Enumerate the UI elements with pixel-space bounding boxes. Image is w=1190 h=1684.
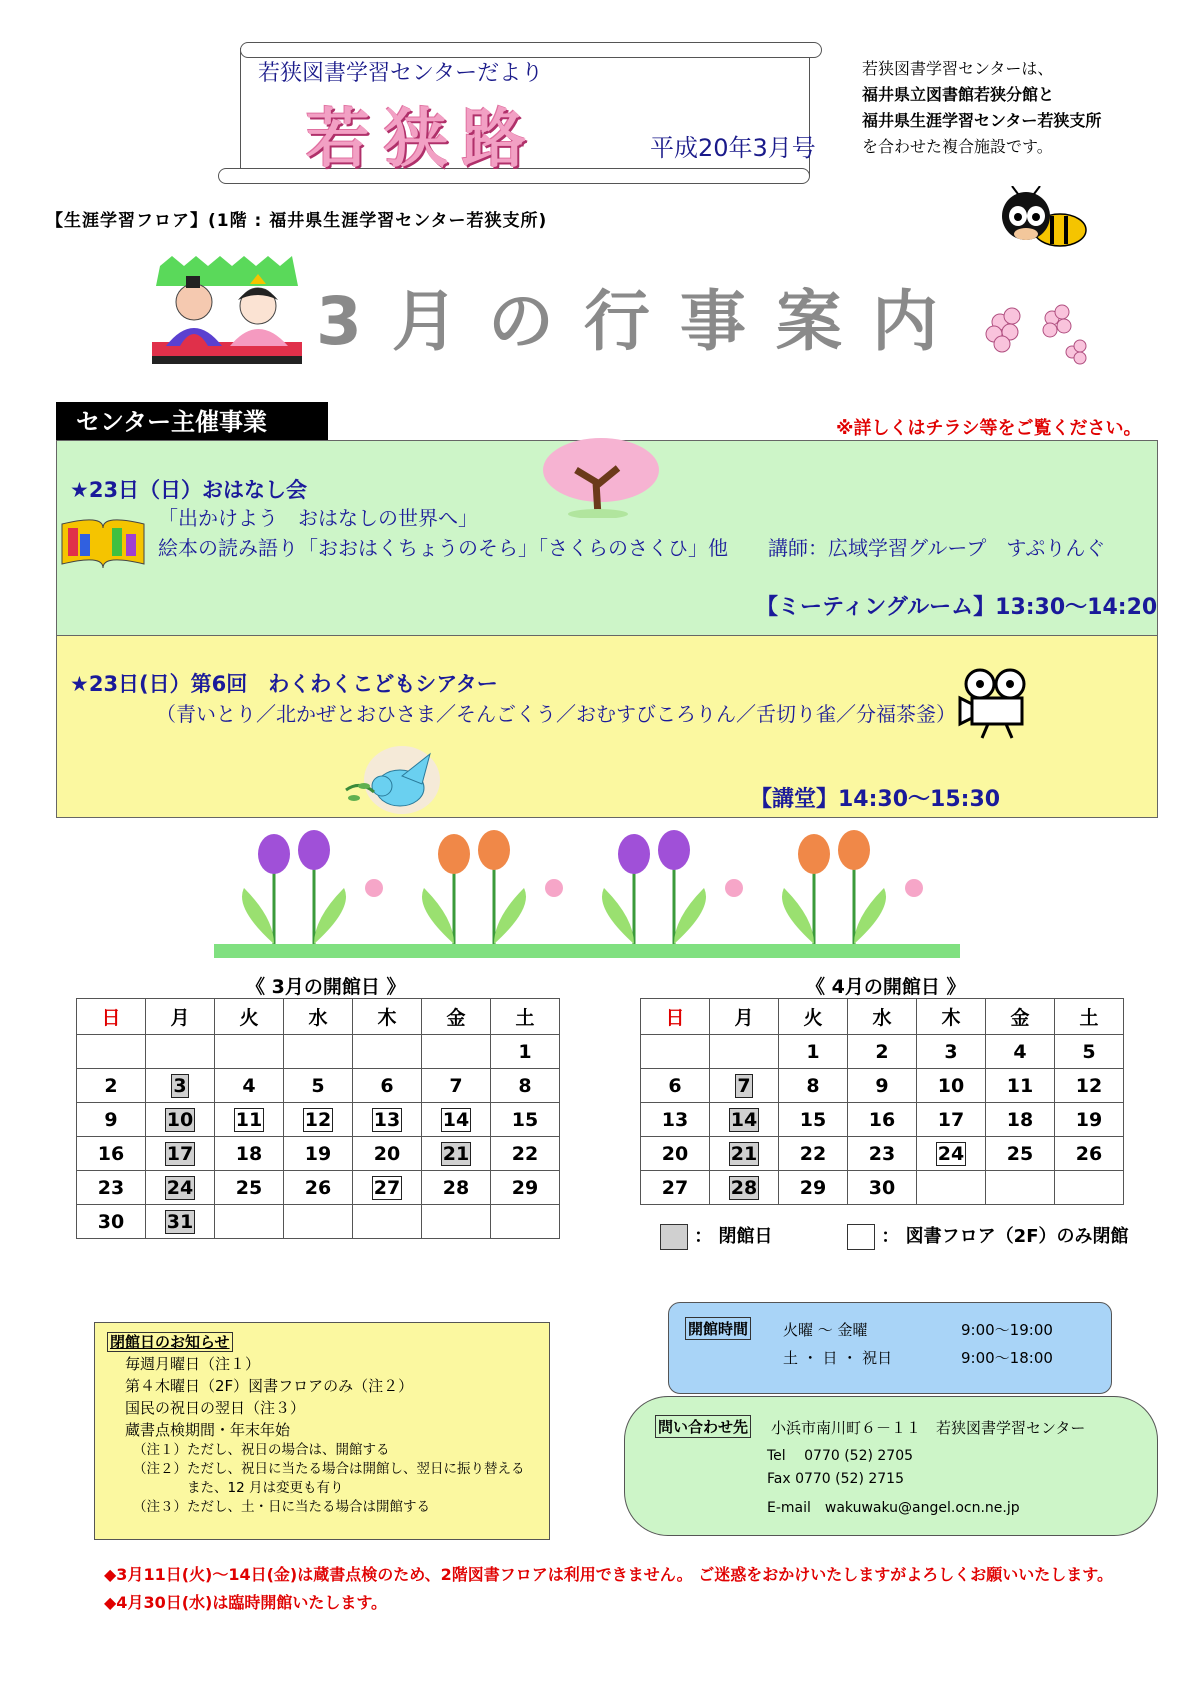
calendar-day [353,1205,422,1239]
calendar-day [848,1035,917,1069]
calendar-day [353,1069,422,1103]
event-place-time: 【講堂】14:30～15:30 [750,787,1001,812]
legend-closed-label: ： 閉館日 [694,1226,773,1247]
closed-day: 14 [730,1108,758,1131]
march-calendar [76,998,560,1239]
calendar-day [848,1103,917,1137]
calendar-day [491,1137,560,1171]
open-day: 4 [242,1074,256,1097]
closed-day: 21 [730,1142,758,1165]
calendar-day [491,1069,560,1103]
hours-days: 火曜 ～ 金曜 [783,1321,868,1339]
hours-time: 9:00～19:00 [961,1321,1053,1339]
open-day: 15 [511,1108,539,1131]
hours-label: 開館時間 [685,1317,751,1340]
open-day: 30 [97,1210,125,1233]
library-closed-day: 27 [373,1176,401,1199]
closed-day: 17 [166,1142,194,1165]
calendar-day [422,1205,491,1239]
calendar-day [284,1103,353,1137]
intro-line: 福井県生涯学習センター若狭支所 [862,111,1102,130]
calendar-day [284,1171,353,1205]
open-day: 25 [1006,1142,1034,1165]
calendar-day [491,1171,560,1205]
notice-note: また、12 月は変更も有り [133,1480,344,1496]
weekday-header: 金 [986,999,1055,1035]
closed-day: 3 [173,1074,187,1097]
library-closed-day: 11 [235,1108,263,1131]
section-tab: センター主催事業 [56,402,328,442]
calendar-day [422,1035,491,1069]
open-day: 22 [511,1142,539,1165]
closed-day: 28 [730,1176,758,1199]
calendar-day [986,1171,1055,1205]
calendar-day [353,1171,422,1205]
open-day: 13 [661,1108,689,1131]
open-day: 9 [104,1108,118,1131]
calendar-day [917,1103,986,1137]
weekday-header: 日 [641,999,710,1035]
calendar-day [422,1137,491,1171]
notice-item: 蔵書点検期間・年末年始 [125,1421,291,1439]
picture-book-icon [58,514,148,570]
notice-item: 国民の祝日の翌日（注３） [125,1399,306,1417]
calendar-day [1055,1171,1124,1205]
weekday-header: 土 [491,999,560,1035]
weekday-header: 木 [353,999,422,1035]
calendar-day [284,1069,353,1103]
closed-day: 31 [166,1210,194,1233]
library-closed-day: 24 [937,1142,965,1165]
calendar-day [77,1171,146,1205]
calendar-day [146,1171,215,1205]
open-day: 9 [875,1074,889,1097]
hours-time: 9:00～18:00 [961,1349,1053,1367]
event-description: 「出かけよう おはなしの世界へ」 [158,506,478,530]
sakura-tree-icon [536,432,666,518]
hours-days: 土 ・ 日 ・ 祝日 [783,1349,893,1367]
calendar-day [710,1069,779,1103]
calendar-day [1055,1103,1124,1137]
library-closed-day: 14 [442,1108,470,1131]
notice-note: （注１）ただし、祝日の場合は、開館する [133,1442,390,1458]
calendar-day [779,1103,848,1137]
calendar-day [848,1069,917,1103]
notice-note: （注２）ただし、祝日に当たる場合は開館し、翌日に振り替える [133,1461,525,1477]
open-day: 7 [449,1074,463,1097]
calendar-day [848,1171,917,1205]
calendar-day [77,1069,146,1103]
legend-closed-swatch [660,1224,688,1250]
floor-heading: 【生涯学習フロア】(1階 : 福井県生涯学習センター若狭支所) [46,211,548,231]
calendar-day [710,1171,779,1205]
intro-line: 若狭図書学習センターは、 [862,59,1054,78]
contact-label: 問い合わせ先 [655,1415,751,1438]
open-day: 25 [235,1176,263,1199]
notice-heading: 閉館日のお知らせ [107,1332,233,1352]
weekday-header: 水 [848,999,917,1035]
notice-note: （注３）ただし、土・日に当たる場合は開館する [133,1499,430,1515]
calendar-day [353,1137,422,1171]
open-day: 17 [937,1108,965,1131]
tulip-garden-icon [214,828,964,960]
intro-line: 福井県立図書館若狭分館と [862,85,1055,104]
calendar-day [215,1171,284,1205]
open-day: 30 [868,1176,896,1199]
calendar-day [146,1137,215,1171]
calendar-day [491,1205,560,1239]
calendar-day [917,1069,986,1103]
calendar-day [986,1035,1055,1069]
closed-day: 21 [442,1142,470,1165]
open-day: 1 [806,1040,820,1063]
section-note: ※詳しくはチラシ等をご覧ください。 [836,418,1142,439]
calendar-day [146,1103,215,1137]
open-day: 5 [1082,1040,1096,1063]
calendar-day [779,1137,848,1171]
calendar-day [146,1205,215,1239]
event-title: ★23日（日）おはなし会 [70,478,308,502]
open-day: 20 [661,1142,689,1165]
newsletter-title: 若狭路 [306,102,540,177]
open-day: 23 [97,1176,125,1199]
legend-library-closed-label: ： 図書フロア（2F）のみ閉館 [881,1226,1129,1247]
open-day: 5 [311,1074,325,1097]
open-day: 20 [373,1142,401,1165]
legend-library-closed-swatch [847,1224,875,1250]
newsletter-subtitle: 若狭図書学習センターだより [258,61,544,86]
facility-intro [862,56,1101,160]
footer-notice: ◆4月30日(水)は臨時開館いたします。 [104,1593,388,1612]
open-day: 12 [1075,1074,1103,1097]
calendar-day [641,1103,710,1137]
weekday-header: 火 [215,999,284,1035]
open-day: 3 [944,1040,958,1063]
april-calendar-caption: 《 4月の開館日 》 [806,976,966,998]
open-day: 18 [235,1142,263,1165]
calendar-day [848,1137,917,1171]
event-description: 絵本の読み語り「おおはくちょうのそら」「さくらのさくひ」他 講師：広域学習グループ すぷりんぐ [158,536,1106,560]
closed-day: 10 [166,1108,194,1131]
calendar-day [986,1069,1055,1103]
contact-tel: Tel 0770 (52) 2705 [767,1448,914,1464]
calendar-day [779,1171,848,1205]
calendar-legend [660,1222,1129,1250]
weekday-header: 水 [284,999,353,1035]
calendar-day [641,1171,710,1205]
notice-item: 毎週月曜日（注１） [125,1355,261,1373]
intro-line: を合わせた複合施設です。 [862,137,1053,156]
calendar-day [77,1103,146,1137]
calendar-day [710,1103,779,1137]
calendar-day [146,1069,215,1103]
open-day: 22 [799,1142,827,1165]
calendar-day [779,1069,848,1103]
calendar-day [779,1035,848,1069]
calendar-day [284,1035,353,1069]
weekday-header: 月 [710,999,779,1035]
library-closed-day: 12 [304,1108,332,1131]
calendar-day [1055,1069,1124,1103]
hina-dolls-icon [152,256,302,366]
calendar-day [215,1137,284,1171]
weekday-header: 金 [422,999,491,1035]
calendar-day [215,1103,284,1137]
calendar-day [917,1035,986,1069]
calendar-day [422,1069,491,1103]
weekday-header: 木 [917,999,986,1035]
calendar-day [641,1069,710,1103]
open-day: 26 [1075,1142,1103,1165]
open-day: 8 [518,1074,532,1097]
open-day: 27 [661,1176,689,1199]
calendar-day [917,1171,986,1205]
open-day: 28 [442,1176,470,1199]
open-day: 4 [1013,1040,1027,1063]
open-day: 1 [518,1040,532,1063]
calendar-day [77,1205,146,1239]
open-day: 29 [799,1176,827,1199]
calendar-day [353,1103,422,1137]
movie-camera-icon [958,668,1034,740]
footer-notice: ◆3月11日(火)～14日(金)は蔵書点検のため、2階図書フロアは利用できません。 ご迷惑をおかけいたしますがよろしくお願いいたします。 [104,1565,1113,1584]
calendar-day [710,1137,779,1171]
calendar-day [284,1205,353,1239]
calendar-day [422,1103,491,1137]
notice-item: 第４木曜日（2F）図書フロアのみ（注２） [125,1377,414,1395]
main-title: 3月の行事案内 [316,283,968,360]
calendar-day [917,1137,986,1171]
open-day: 2 [104,1074,118,1097]
contact-email[interactable]: E-mail wakuwaku@angel.ocn.ne.jp [767,1500,1020,1516]
bee-mascot-icon [990,186,1090,256]
calendar-day [215,1069,284,1103]
march-calendar-caption: 《 3月の開館日 》 [246,976,406,998]
open-day: 6 [668,1074,682,1097]
open-day: 10 [937,1074,965,1097]
calendar-day [491,1103,560,1137]
contact-fax: Fax 0770 (52) 2715 [767,1471,904,1487]
sakura-blossom-icon [980,300,1090,372]
open-day: 2 [875,1040,889,1063]
calendar-day [1055,1137,1124,1171]
calendar-day [353,1035,422,1069]
april-calendar [640,998,1124,1205]
closed-day: 7 [737,1074,751,1097]
calendar-day [641,1035,710,1069]
bird-icon [340,740,450,834]
calendar-day [422,1171,491,1205]
open-day: 15 [799,1108,827,1131]
library-closed-day: 13 [373,1108,401,1131]
open-day: 16 [868,1108,896,1131]
calendar-day [986,1103,1055,1137]
open-day: 23 [868,1142,896,1165]
calendar-day [710,1035,779,1069]
newsletter-issue: 平成20年3月号 [650,134,816,162]
event-description: （青いとり／北かぜとおひさま／そんごくう／おむすびころりん／舌切り雀／分福茶釜） [156,702,956,726]
calendar-day [491,1035,560,1069]
open-day: 6 [380,1074,394,1097]
open-day: 19 [304,1142,332,1165]
open-day: 26 [304,1176,332,1199]
event-place-time: 【ミーティングルーム】13:30～14:20 [756,595,1158,620]
contact-address: 小浜市南川町６－１１ 若狭図書学習センター [771,1419,1086,1437]
closure-notice [94,1322,550,1540]
calendar-day [1055,1035,1124,1069]
open-day: 16 [97,1142,125,1165]
calendar-day [641,1137,710,1171]
weekday-header: 火 [779,999,848,1035]
calendar-day [77,1137,146,1171]
calendar-day [986,1137,1055,1171]
weekday-header: 土 [1055,999,1124,1035]
calendar-day [77,1035,146,1069]
open-day: 11 [1006,1074,1034,1097]
closed-day: 24 [166,1176,194,1199]
open-day: 29 [511,1176,539,1199]
open-day: 8 [806,1074,820,1097]
weekday-header: 月 [146,999,215,1035]
calendar-day [215,1035,284,1069]
weekday-header: 日 [77,999,146,1035]
calendar-day [284,1137,353,1171]
open-day: 19 [1075,1108,1103,1131]
contact-box [624,1396,1158,1536]
calendar-day [146,1035,215,1069]
opening-hours-box [668,1302,1112,1394]
open-day: 18 [1006,1108,1034,1131]
event-title: ★23日(日）第6回 わくわくこどもシアター [70,672,498,696]
calendar-day [215,1205,284,1239]
